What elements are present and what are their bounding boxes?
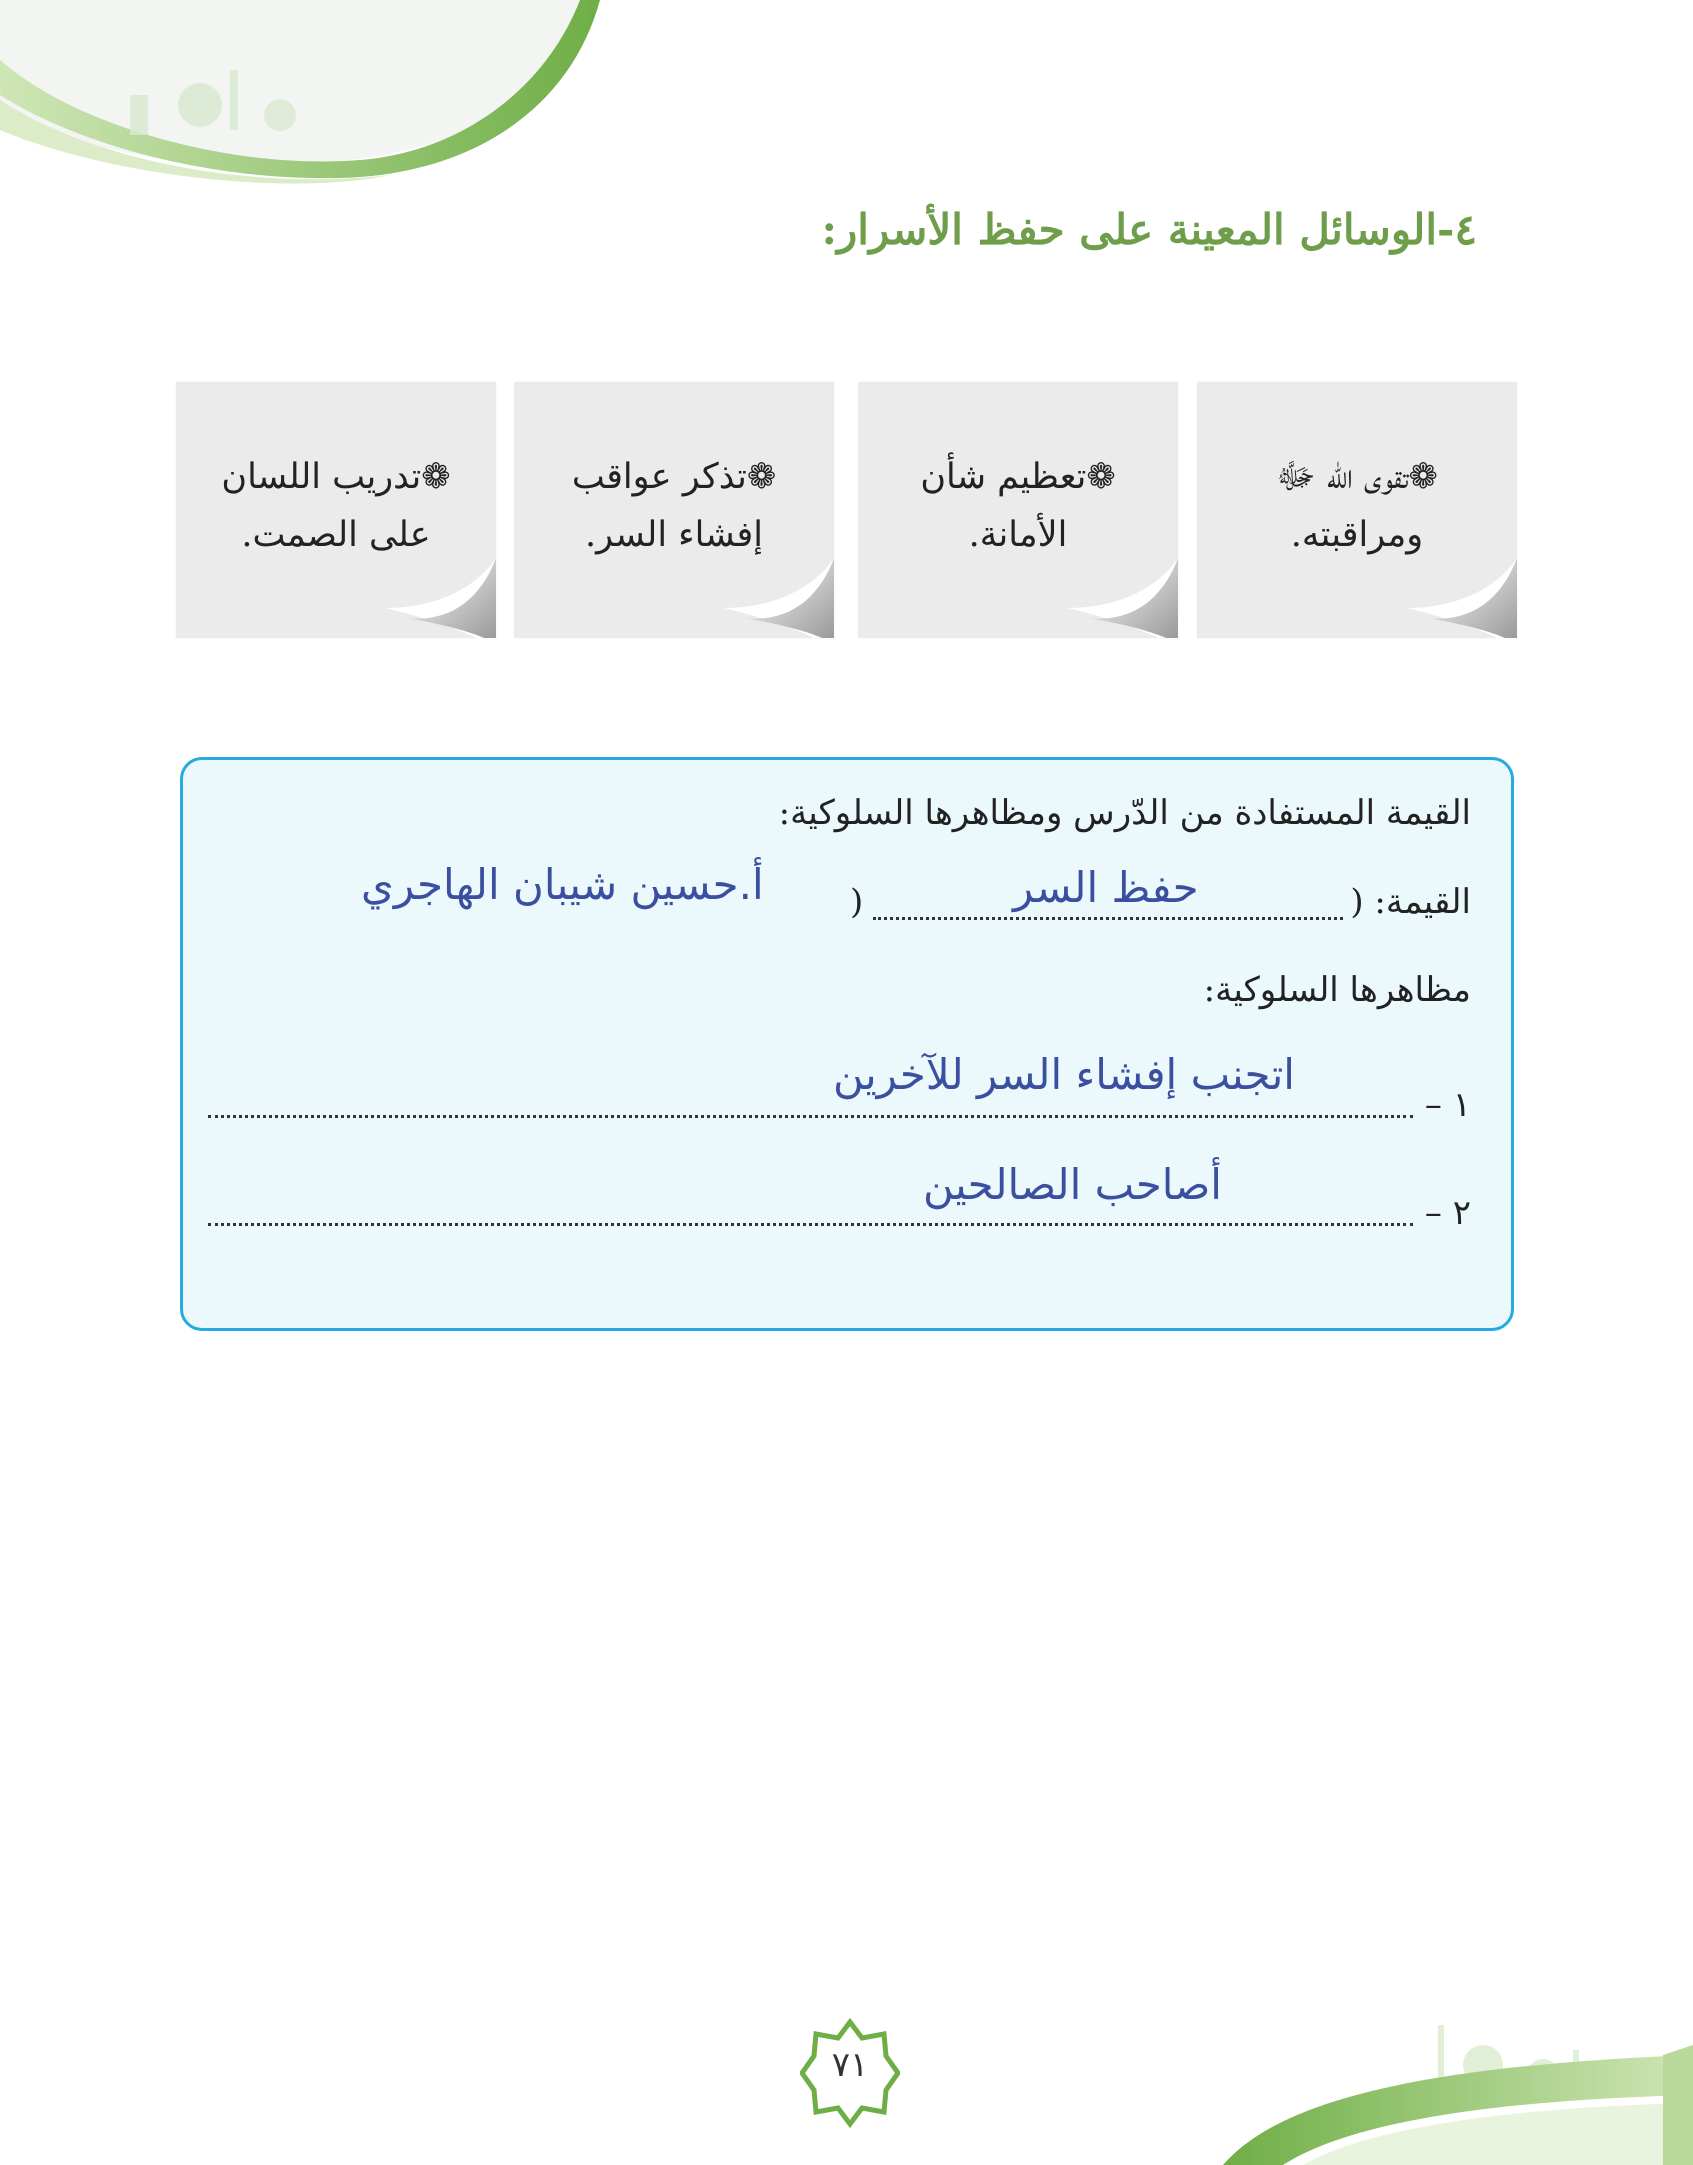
item-number-1: ١ – bbox=[1424, 1085, 1471, 1125]
card-taqwa bbox=[1197, 382, 1517, 638]
value-label: القيمة: ( bbox=[1350, 882, 1471, 922]
card-amanah bbox=[858, 382, 1178, 638]
item-answer-2[interactable]: أصاحب الصالحين bbox=[923, 1160, 1222, 1209]
card-line-2: ومراقبته. bbox=[1290, 515, 1424, 555]
card-consequences bbox=[514, 382, 834, 638]
card-line-2: إفشاء السر. bbox=[585, 515, 763, 555]
section-heading: ٤-الوسائل المعينة على حفظ الأسرار: bbox=[821, 205, 1477, 254]
page-number: ٧١ bbox=[831, 2045, 869, 2085]
lesson-value-box bbox=[180, 757, 1514, 1331]
card-line-1: ❁تذكر عواقب bbox=[571, 457, 777, 497]
page-curl-icon bbox=[366, 558, 496, 638]
card-line-1: ❁تعظيم شأن bbox=[920, 457, 1116, 497]
card-line-1: ❁تدريب اللسان bbox=[221, 457, 451, 497]
item-answer-1[interactable]: اتجنب إفشاء السر للآخرين bbox=[833, 1050, 1295, 1099]
behaviors-label: مظاهرها السلوكية: bbox=[1203, 970, 1471, 1010]
card-line-2: الأمانة. bbox=[968, 515, 1068, 555]
page-curl-icon bbox=[704, 558, 834, 638]
item-answer-line-2 bbox=[208, 1223, 1413, 1226]
item-answer-line-1 bbox=[208, 1115, 1413, 1118]
item-number-2: ٢ – bbox=[1424, 1193, 1471, 1233]
page-curl-icon bbox=[1048, 558, 1178, 638]
value-intro: القيمة المستفادة من الدّرس ومظاهرها السلوكية: bbox=[778, 793, 1471, 833]
value-answer-line bbox=[873, 917, 1343, 920]
page-curl-icon bbox=[1387, 558, 1517, 638]
value-close-paren: ) bbox=[850, 882, 864, 922]
bottom-corner-decoration bbox=[1223, 1995, 1693, 2165]
card-line-2: على الصمت. bbox=[241, 515, 431, 555]
value-answer[interactable]: حفظ السر bbox=[1013, 863, 1199, 912]
top-corner-decoration bbox=[0, 0, 600, 190]
author-name: أ.حسين شيبان الهاجري bbox=[361, 860, 764, 909]
card-silence bbox=[176, 382, 496, 638]
card-line-1: ❁تقوى الله ﷻ bbox=[1276, 457, 1438, 497]
